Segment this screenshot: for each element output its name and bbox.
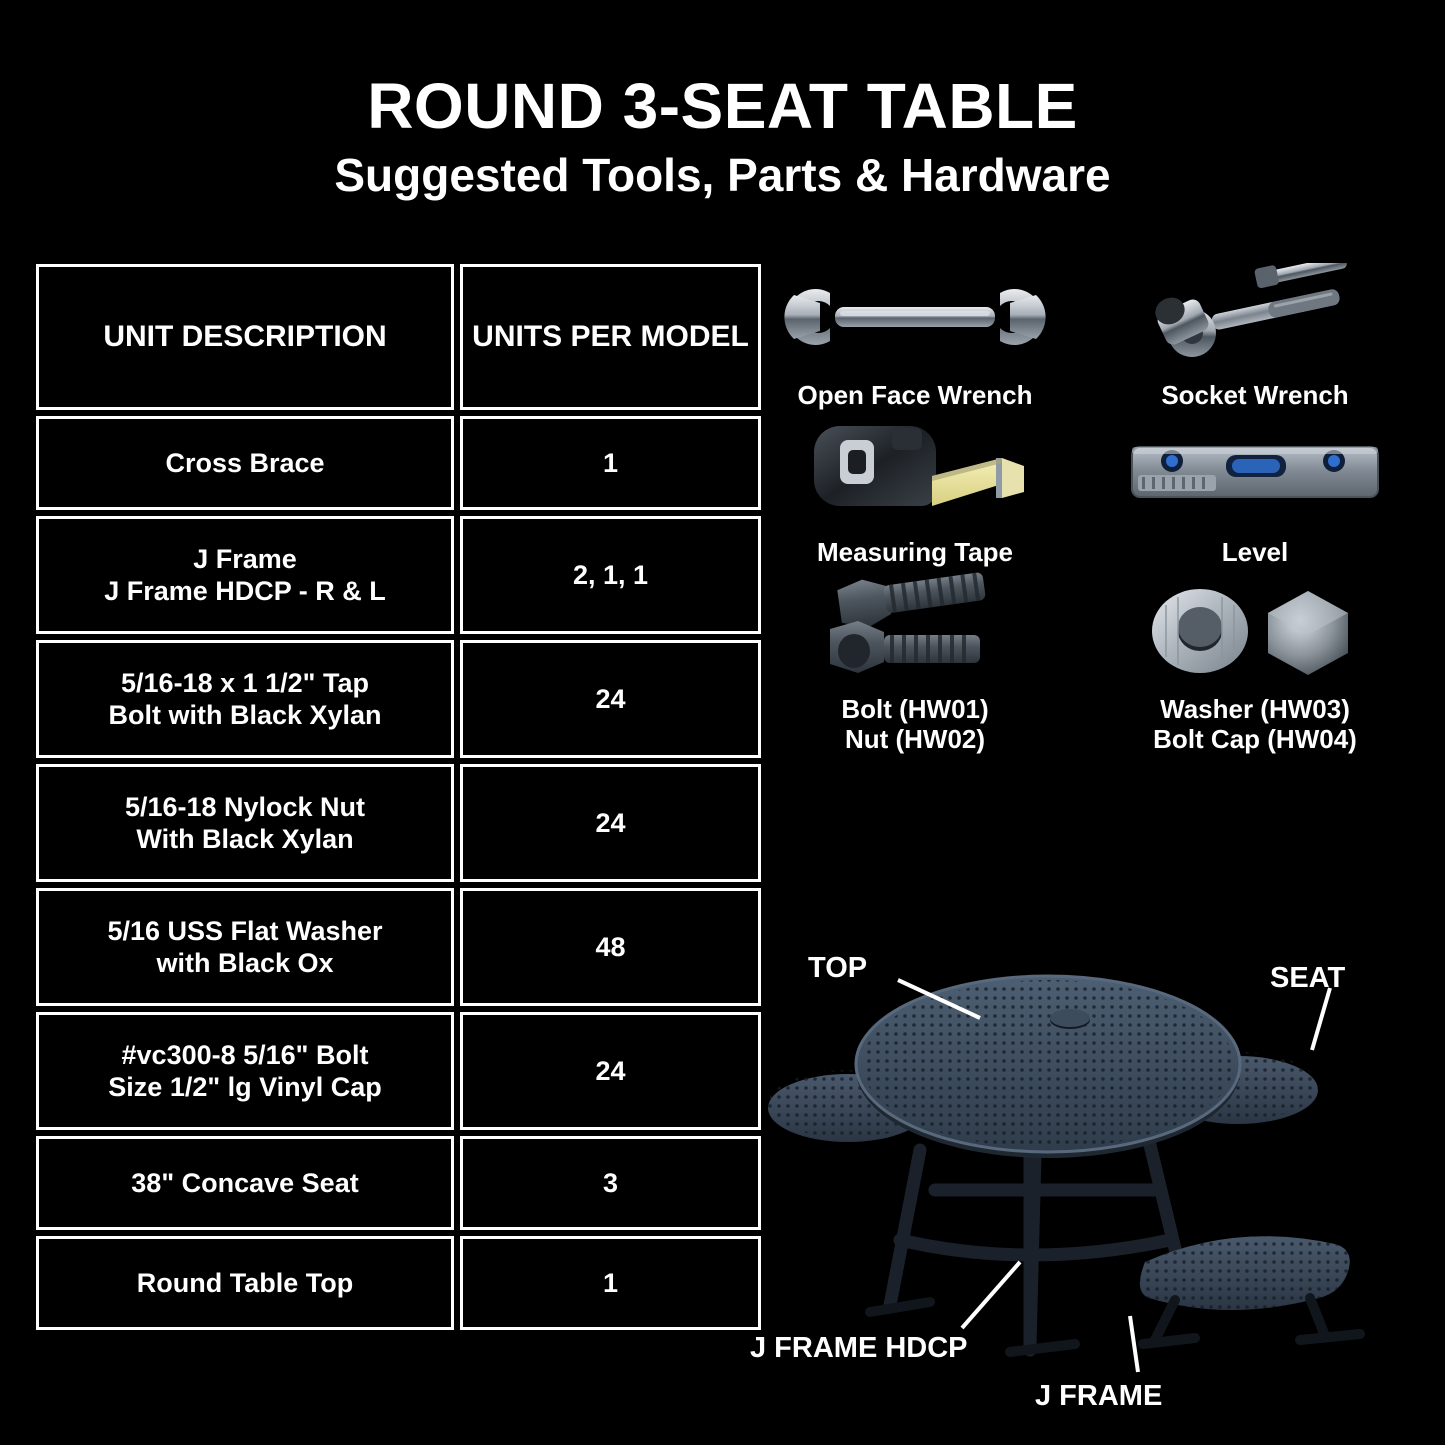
tool-item-level	[1085, 417, 1425, 574]
table-row	[36, 640, 761, 758]
cell-quantity: 48	[460, 888, 761, 1006]
tool-label-nut: Nut (HW02)	[844, 723, 986, 754]
cell-quantity: 1	[460, 1236, 761, 1330]
tool-label-socket-wrench: Socket Wrench	[1161, 380, 1349, 410]
tool-item-measuring-tape	[745, 417, 1085, 574]
cell-quantity: 24	[460, 640, 761, 758]
tool-label-bolt-cap: Bolt Cap (HW04)	[1153, 723, 1357, 754]
table-body	[36, 416, 761, 1330]
callout-j-frame-hdcp: J FRAME HDCP	[750, 1332, 968, 1364]
tool-label-measuring-tape: Measuring Tape	[816, 536, 1013, 567]
table-row	[36, 1236, 761, 1330]
socket-wrench-icon	[1085, 260, 1425, 375]
table-header	[36, 264, 761, 410]
callout-j-frame: J FRAME	[1035, 1380, 1163, 1412]
bolt-and-nut-icon	[745, 574, 1085, 689]
cell-line-1: 5/16-18 x 1 1/2" Tap	[121, 667, 369, 698]
tool-label-open-face-wrench: Open Face Wrench	[797, 380, 1033, 410]
cell-line-1: 5/16 USS Flat Washer	[107, 915, 383, 946]
round-table-graphic	[730, 940, 1430, 1440]
table-row	[36, 516, 761, 634]
cell-line-1: #vc300-8 5/16" Bolt	[121, 1039, 369, 1070]
tool-label-level: Level	[1221, 536, 1289, 567]
tools-row-3	[745, 574, 1425, 761]
cell-description: Cross Brace	[36, 416, 454, 510]
cell-description	[36, 888, 454, 1006]
callout-seat: SEAT	[1270, 962, 1346, 994]
cell-line-2: J Frame HDCP - R & L	[104, 576, 386, 606]
page-subtitle: Suggested Tools, Parts & Hardware	[334, 149, 1111, 201]
table-header-row	[36, 264, 761, 410]
cell-description	[36, 640, 454, 758]
column-header-units: UNITS PER MODEL	[460, 264, 761, 410]
cell-description: Round Table Top	[36, 1236, 454, 1330]
cell-line-1: J Frame	[193, 543, 297, 574]
page-header	[0, 0, 1445, 201]
table-row	[36, 1136, 761, 1230]
tool-item-socket-wrench	[1085, 260, 1425, 417]
cell-line-1: 5/16-18 Nylock Nut	[124, 791, 366, 822]
cell-line-2: Bolt with Black Xylan	[108, 700, 382, 730]
content-area	[0, 250, 1445, 1445]
measuring-tape-icon	[745, 417, 1085, 532]
tool-item-washer-boltcap	[1085, 574, 1425, 761]
page-title: ROUND 3-SEAT TABLE	[367, 70, 1078, 142]
cell-description	[36, 516, 454, 634]
tools-grid	[745, 260, 1425, 761]
tools-row-2	[745, 417, 1425, 574]
table-row	[36, 416, 761, 510]
cell-description	[36, 764, 454, 882]
cell-line-2: Size 1/2" lg Vinyl Cap	[108, 1072, 382, 1102]
cell-quantity: 2, 1, 1	[460, 516, 761, 634]
tool-item-open-face-wrench	[745, 260, 1085, 417]
cell-description: 38" Concave Seat	[36, 1136, 454, 1230]
cell-quantity: 24	[460, 764, 761, 882]
cell-description	[36, 1012, 454, 1130]
cell-line-2: with Black Ox	[156, 948, 334, 978]
table-row	[36, 764, 761, 882]
cell-line-2: With Black Xylan	[136, 824, 354, 854]
table-row	[36, 888, 761, 1006]
table-row	[36, 1012, 761, 1130]
tool-item-bolt-nut	[745, 574, 1085, 761]
cell-quantity: 1	[460, 416, 761, 510]
washer-and-bolt-cap-icon	[1085, 574, 1425, 689]
tools-row-1	[745, 260, 1425, 417]
tool-label-washer: Washer (HW03)	[1160, 693, 1350, 724]
callout-top: TOP	[808, 952, 868, 984]
level-icon	[1085, 417, 1425, 532]
open-face-wrench-icon	[745, 260, 1085, 375]
parts-table	[30, 258, 767, 1336]
column-header-description: UNIT DESCRIPTION	[36, 264, 454, 410]
product-illustration	[730, 940, 1430, 1440]
tool-label-bolt: Bolt (HW01)	[841, 693, 989, 724]
cell-quantity: 24	[460, 1012, 761, 1130]
cell-quantity: 3	[460, 1136, 761, 1230]
